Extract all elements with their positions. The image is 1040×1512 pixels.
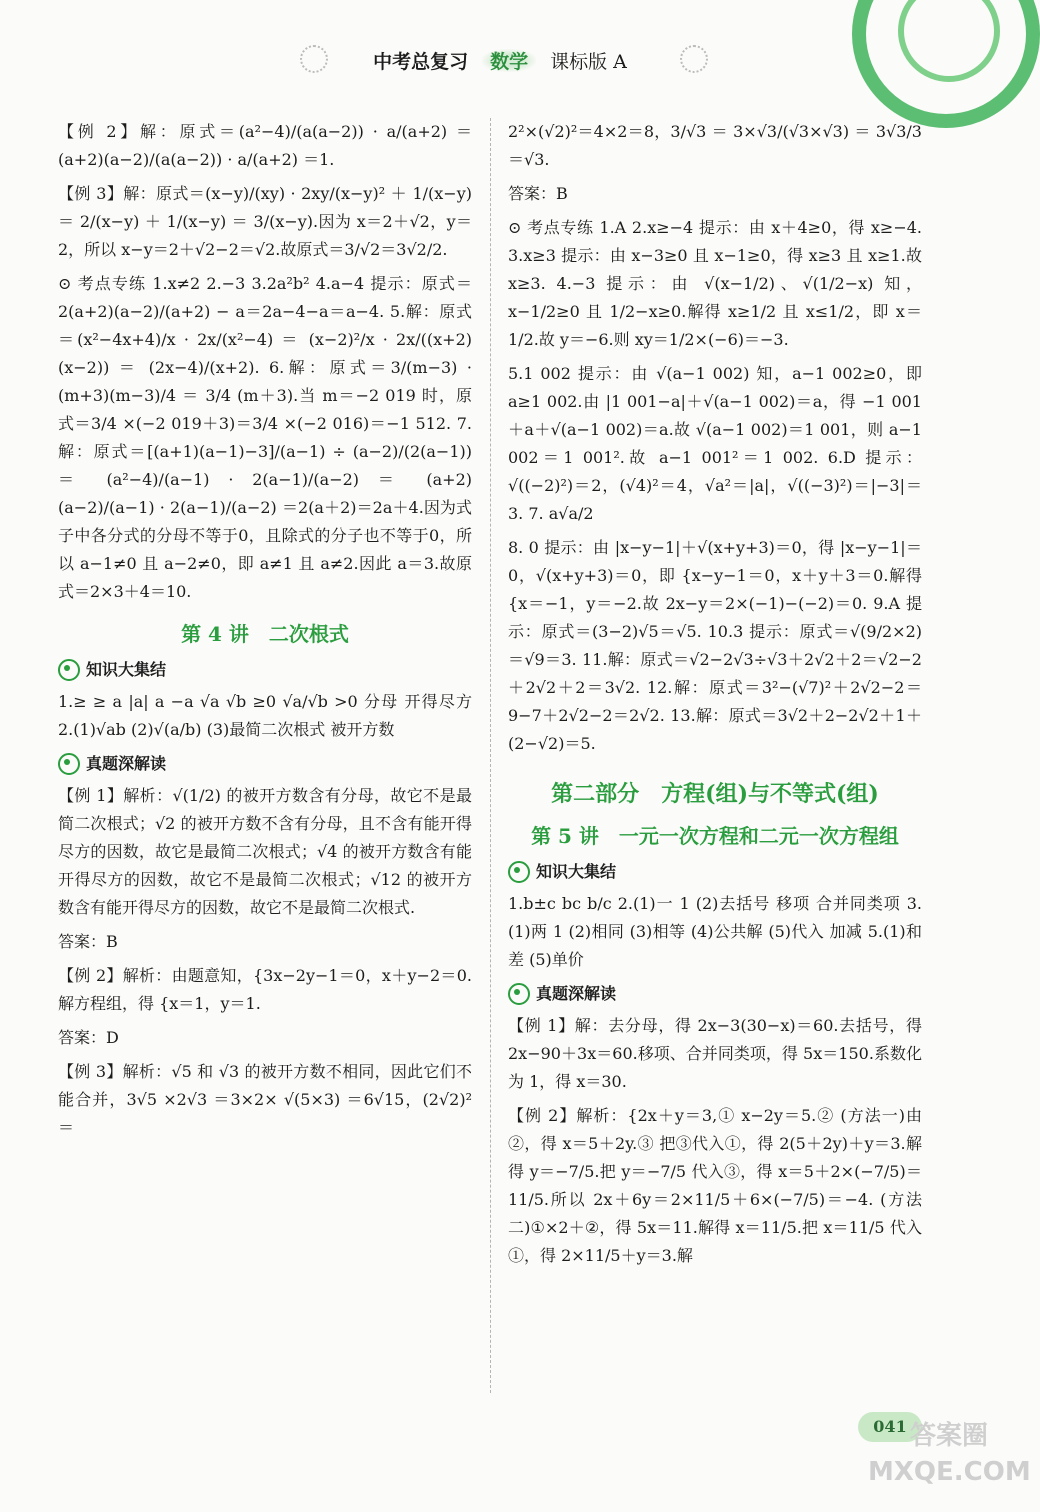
target-icon — [58, 659, 80, 681]
target-icon — [58, 753, 80, 775]
page-header — [0, 42, 1000, 78]
paragraph: 【例 2】解：原式＝(a²−4)/(a(a−2)) · a/(a+2) ＝ (a+2)(a−2)/(a(a−2)) · a/(a+2) ＝1. — [58, 122, 472, 169]
exam-heading — [58, 750, 472, 778]
book-title: 中考总复习 — [373, 50, 469, 73]
paragraph: 5.1 002 提示：由 √(a−1 002) 知，a−1 002≥0，即 a≥1 002.由 |1 001−a|＋√(a−1 002)＝a，得 −1 001＋a＋√(a−1 002)＝a.故 √(a−1 002)＝1 001，则 a−1 002＝1 001².故 a−1 001²＝1 002. 6.D 提示：√((−2)²)＝2，(√4)²＝4，√a²＝|a|，√((−3)²)＝|−3|＝3. 7. a√a/2 — [508, 364, 922, 523]
left-column — [58, 118, 472, 1148]
example-1: 【例 1】解：去分母，得 2x−3(30−x)＝60.去括号，得 2x−90＋3x＝60.移项、合并同类项，得 5x＝150.系数化为 1，得 x＝30. — [508, 1016, 922, 1091]
exam-heading-label: 真题深解读 — [86, 754, 167, 773]
paragraph: 8. 0 提示：由 |x−y−1|＋√(x+y+3)＝0，得 |x−y−1|＝0，√(x+y+3)＝0，即 {x−y−1＝0，x＋y＋3＝0.解得 {x＝−1，y＝−2.故 2x−y＝2×(−1)−(−2)＝0. 9.A 提示：原式＝(3−2)√5＝√5. 10.3 提示：原式＝√(9/2×2)＝√9＝3. 11.解：原式＝√2−2√3÷√3＋2√2＋2＝√2−2＋2√2＋2＝3√2. 12.解：原式＝3²−(√7)²＋2√2−2＝9−7＋2√2−2＝2√2. 13.解：原式＝3√2＋2−2√2＋1＋(2−√2)＝5. — [508, 538, 922, 753]
edition-label: 课标版 A — [550, 50, 627, 73]
subject-label: 数学 — [484, 47, 534, 74]
example-3: 【例 3】解析：√5 和 √3 的被开方数不相同，因此它们不能合并，3√5 ×2√3 ＝3×2× √(5×3) ＝6√15，(2√2)²＝ — [58, 1062, 472, 1137]
knowledge-answers: 1.b±c bc b/c 2.(1)一 1 (2)去括号 移项 合并同类项 3.(1)两 1 (2)相同 (3)相等 (4)公共解 (5)代入 加减 5.(1)和 差 (5)单价 — [508, 894, 922, 969]
right-column — [508, 118, 922, 1276]
target-icon — [508, 983, 530, 1005]
paragraph: 【例 3】解：原式＝(x−y)/(xy) · 2xy/(x−y)² ＋ 1/(x−y) ＝ 2/(x−y) ＋ 1/(x−y) ＝ 3/(x−y).因为 x＝2＋√2，y＝2，所以 x−y＝2＋√2−2＝√2.故原式＝3/√2＝3√2/2. — [58, 184, 472, 259]
knowledge-heading-label: 知识大集结 — [86, 660, 167, 679]
column-divider — [490, 118, 491, 1393]
target-icon — [508, 861, 530, 883]
example-1: 【例 1】解析：√(1/2) 的被开方数含有分母，故它不是最简二次根式；√2 的被开方数不含有分母，且不含有能开得尽方的因数，故它是最简二次根式；√4 的被开方数含有能开得尽方的因数，故它不是最简二次根式；√12 的被开方数含有能开得尽方的因数，故它不是最简二次根式. — [58, 786, 472, 917]
answer-2: 答案：D — [58, 1028, 119, 1047]
knowledge-heading-label: 知识大集结 — [536, 862, 617, 881]
knowledge-heading — [508, 858, 922, 886]
exam-heading — [508, 980, 922, 1008]
paragraph: 答案：B — [508, 184, 568, 203]
page-number: 041 — [858, 1412, 922, 1442]
paragraph: 2²×(√2)²＝4×2＝8，3/√3 ＝ 3×√3/(√3×√3) ＝ 3√3/3 ＝√3. — [508, 122, 922, 169]
knowledge-heading — [58, 656, 472, 684]
lecture-4-title: 第 4 讲 二次根式 — [181, 622, 349, 646]
example-2: 【例 2】解析：由题意知，{3x−2y−1＝0，x＋y−2＝0.解方程组，得 {x＝1，y＝1. — [58, 966, 472, 1013]
knowledge-answers: 1.≥ ≥ a |a| a −a √a √b ≥0 √a/√b >0 分母 开得尽方 2.(1)√ab (2)√(a/b) (3)最简二次根式 被开方数 — [58, 692, 472, 739]
exam-heading-label: 真题深解读 — [536, 984, 617, 1003]
paragraph: ⊙ 考点专练 1.A 2.x≥−4 提示：由 x＋4≥0，得 x≥−4. 3.x≥3 提示：由 x−3≥0 且 x−1≥0，得 x≥3 且 x≥1.故 x≥3. 4.−3 提示：由 √(x−1/2)、√(1/2−x) 知，x−1/2≥0 且 1/2−x≥0.解得 x≥1/2 且 x≤1/2，即 x＝1/2.故 y＝−6.则 xy＝1/2×(−6)＝−3. — [508, 218, 922, 349]
answer-1: 答案：B — [58, 932, 118, 951]
paragraph: ⊙ 考点专练 1.x≠2 2.−3 3.2a²b² 4.a−4 提示：原式＝2(a+2)(a−2)/(a+2) − a＝2a−4−a＝a−4. 5.解：原式＝(x²−4x+4)/x · 2x/(x²−4) ＝ (x−2)²/x · 2x/((x+2)(x−2)) ＝ (2x−4)/(x+2). 6.解：原式＝3/(m−3) · (m+3)(m−3)/4 ＝ 3/4 (m＋3).当 m＝−2 019 时，原式＝3/4 ×(−2 019＋3)＝3/4 ×(−2 016)＝−1 512. 7.解：原式＝[(a+1)(a−1)−3]/(a−1) ÷ (a−2)/(2(a−1)) ＝ (a²−4)/(a−1) · 2(a−1)/(a−2) ＝ (a+2)(a−2)/(a−1) · 2(a−1)/(a−2) ＝2(a＋2)＝2a＋4.因为式子中各分式的分母不等于0，且除式的分子也不等于0，所以 a−1≠0 且 a−2≠0，即 a≠1 且 a≠2.因此 a＝3.故原式＝2×3＋4＝10. — [58, 274, 472, 601]
part-2-title: 第二部分 方程(组)与不等式(组) — [551, 781, 879, 807]
lecture-5-title: 第 5 讲 一元一次方程和二元一次方程组 — [531, 824, 899, 848]
example-2: 【例 2】解析：{2x＋y＝3,① x−2y＝5.② (方法一)由②，得 x＝5＋2y.③ 把③代入①，得 2(5＋2y)＋y＝3.解得 y＝−7/5.把 y＝−7/5 代入③，得 x＝5＋2×(−7/5)＝11/5.所以 2x＋6y＝2×11/5＋6×(−7/5)＝−4. (方法二)①×2＋②，得 5x＝11.解得 x＝11/5.把 x＝11/5 代入①，得 2×11/5＋y＝3.解 — [508, 1106, 922, 1265]
watermark-logo: 答案圈 MXQE.COM — [868, 1421, 1031, 1487]
